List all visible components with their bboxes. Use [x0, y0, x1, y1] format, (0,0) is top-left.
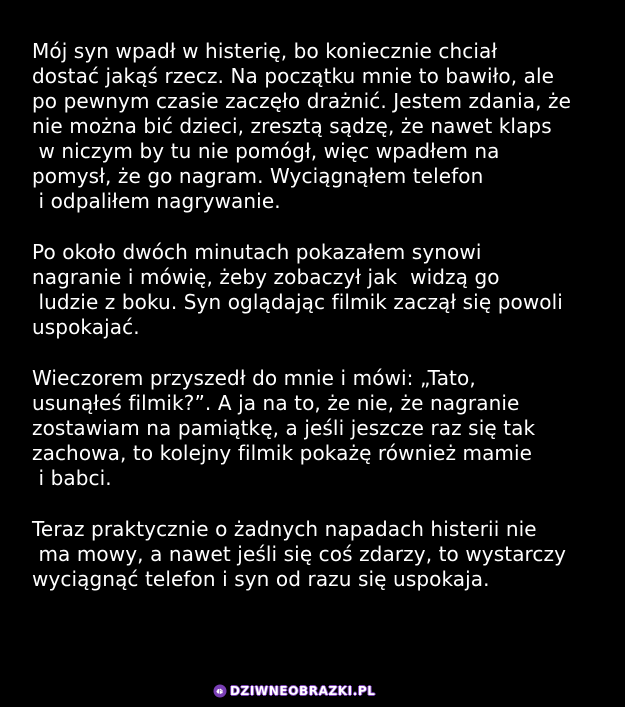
- story-text: [32, 39, 612, 618]
- story-line: ludzie z boku. Syn oglądając filmik zaczął się powoli: [32, 290, 563, 314]
- story-line: zachowa, to kolejny filmik pokażę również mamie: [32, 441, 533, 465]
- story-line: w niczym by tu nie pomógł, więc wpadłem na: [32, 139, 500, 163]
- story-line: Teraz praktycznie o żadnych napadach histerii nie: [32, 517, 537, 541]
- story-line: usunąłeś filmik?”. A ja na to, że nie, że nagranie: [32, 391, 520, 415]
- story-line: Mój syn wpadł w histerię, bo koniecznie chciał: [32, 39, 498, 63]
- paragraph-4: [32, 517, 612, 592]
- watermark: [213, 683, 376, 699]
- story-line: wyciągnąć telefon i syn od razu się uspokaja.: [32, 567, 490, 591]
- brain-icon: [213, 684, 227, 698]
- paragraph-2: [32, 240, 612, 340]
- story-line: dostać jakąś rzecz. Na początku mnie to bawiło, ale: [32, 64, 555, 88]
- story-line: Po około dwóch minutach pokazałem synowi: [32, 240, 482, 264]
- story-line: i odpaliłem nagrywanie.: [32, 189, 281, 213]
- story-line: zostawiam na pamiątkę, a jeśli jeszcze raz się tak: [32, 416, 536, 440]
- story-line: ma mowy, a nawet jeśli się coś zdarzy, to wystarczy: [32, 542, 567, 566]
- paragraph-3: [32, 366, 612, 491]
- story-line: Wieczorem przyszedł do mnie i mówi: „Tato,: [32, 366, 476, 390]
- story-line: uspokajać.: [32, 315, 140, 339]
- story-line: pomysł, że go nagram. Wyciągnąłem telefon: [32, 164, 484, 188]
- paragraph-1: [32, 39, 612, 214]
- story-line: nagranie i mówię, żeby zobaczył jak widzą go: [32, 265, 500, 289]
- story-line: po pewnym czasie zaczęło drażnić. Jestem zdania, że: [32, 89, 571, 113]
- watermark-text: DZIWNEOBRAZKI.PL: [230, 684, 376, 698]
- story-line: i babci.: [32, 466, 112, 490]
- story-line: nie można bić dzieci, zresztą sądzę, że nawet klaps: [32, 114, 552, 138]
